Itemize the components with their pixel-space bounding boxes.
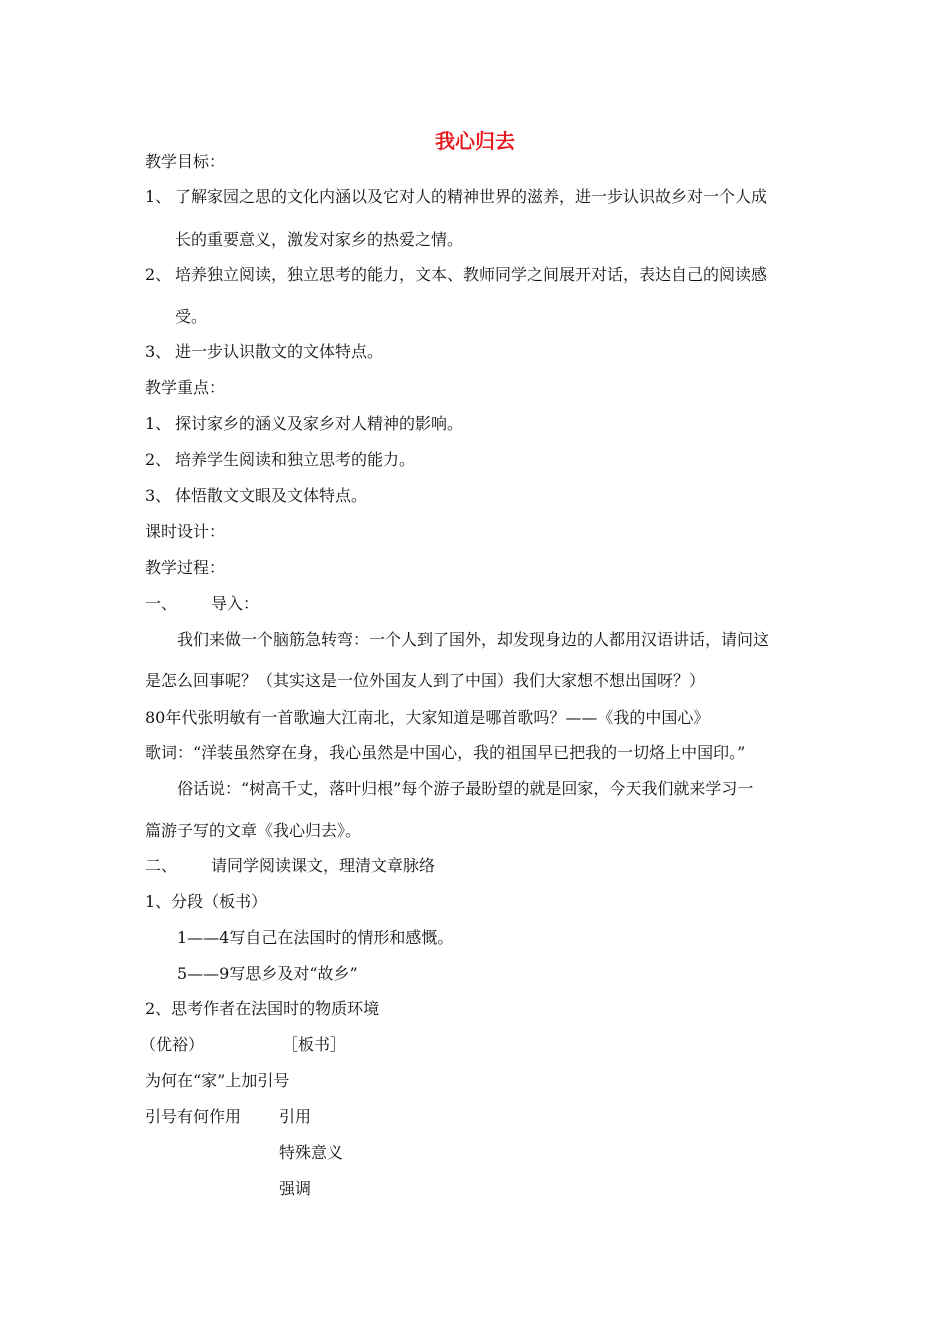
keypoint-number: 2、 xyxy=(145,450,172,469)
keypoint-text: 培养学生阅读和独立思考的能力。 xyxy=(175,450,416,469)
section-number: 一、 xyxy=(145,594,178,613)
quote-use-item: 引用 xyxy=(279,1107,312,1126)
board-note: ［板书］ xyxy=(282,1035,347,1054)
question-environment: 2、思考作者在法国时的物质环境 xyxy=(145,999,380,1018)
question-quote: 为何在“家”上加引号 xyxy=(145,1071,290,1090)
paragraph-line: 俗话说：“树高千丈，落叶归根”每个游子最盼望的就是回家，今天我们就来学习一 xyxy=(177,779,754,798)
keypoint-number: 1、 xyxy=(145,414,172,433)
lyrics-line: 歌词：“洋装虽然穿在身，我心虽然是中国心，我的祖国早已把我的一切烙上中国印。” xyxy=(145,743,746,762)
objective-text: 培养独立阅读，独立思考的能力，文本、教师同学之间展开对话，表达自己的阅读感 xyxy=(175,265,768,284)
keypoint-text: 探讨家乡的涵义及家乡对人精神的影响。 xyxy=(175,414,464,433)
objective-text: 了解家园之思的文化内涵以及它对人的精神世界的滋养，进一步认识故乡对一个人成 xyxy=(175,187,768,206)
paragraph-line: 我们来做一个脑筋急转弯：一个人到了国外，却发现身边的人都用汉语讲话，请问这 xyxy=(177,630,770,649)
document-title: 我心归去 xyxy=(435,129,515,153)
keypoint-text: 体悟散文文眼及文体特点。 xyxy=(175,486,368,505)
paragraph-line: 篇游子写的文章《我心归去》。 xyxy=(145,821,362,840)
objective-number: 3、 xyxy=(145,342,172,361)
objectives-heading: 教学目标： xyxy=(145,152,226,171)
lesson-design-label: 课时设计： xyxy=(145,522,226,541)
objective-text-continued: 受。 xyxy=(175,307,208,326)
process-heading: 教学过程： xyxy=(145,558,226,577)
quote-use-item: 特殊意义 xyxy=(279,1143,344,1162)
segmentation-heading: 1、分段（板书） xyxy=(145,892,268,911)
keypoints-heading: 教学重点： xyxy=(145,378,226,397)
objective-number: 2、 xyxy=(145,265,172,284)
song-question: 80年代张明敏有一首歌遍大江南北，大家知道是哪首歌吗？——《我的中国心》 xyxy=(145,708,710,727)
section-heading: 请同学阅读课文，理清文章脉络 xyxy=(211,856,436,875)
question-quote-use: 引号有何作用 xyxy=(145,1107,242,1126)
answer-youyu: （优裕） xyxy=(140,1035,205,1054)
quote-use-item: 强调 xyxy=(279,1179,312,1198)
segment-item: 1——4写自己在法国时的情形和感慨。 xyxy=(177,928,454,947)
section-heading: 导入： xyxy=(211,594,260,613)
objective-number: 1、 xyxy=(145,187,172,206)
objective-text-continued: 长的重要意义，激发对家乡的热爱之情。 xyxy=(175,230,464,249)
segment-item: 5——9写思乡及对“故乡” xyxy=(177,964,358,983)
section-number: 二、 xyxy=(145,856,178,875)
keypoint-number: 3、 xyxy=(145,486,172,505)
objective-text: 进一步认识散文的文体特点。 xyxy=(175,342,384,361)
paragraph-line: 是怎么回事呢？（其实这是一位外国友人到了中国）我们大家想不想出国呀？） xyxy=(145,671,706,690)
